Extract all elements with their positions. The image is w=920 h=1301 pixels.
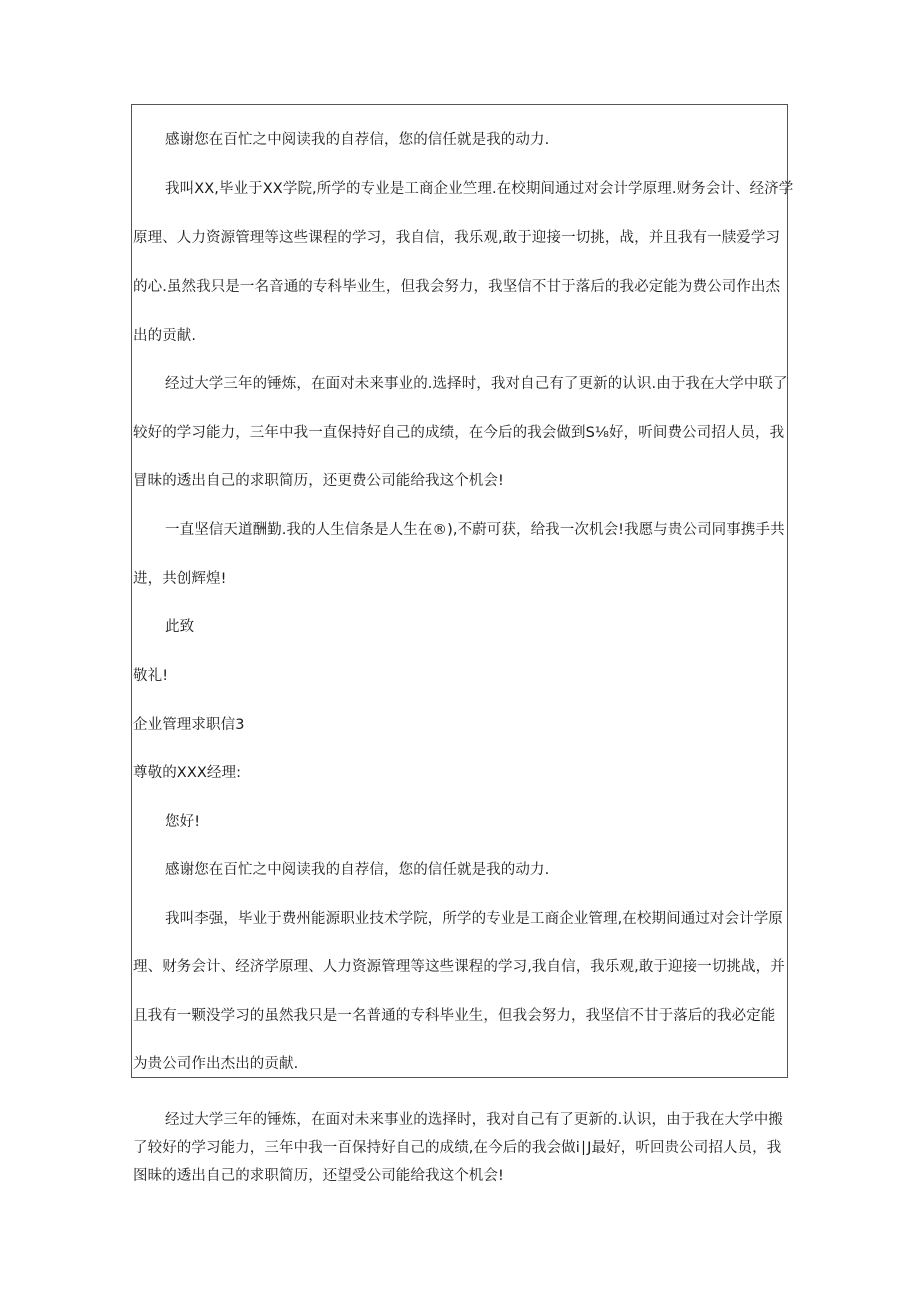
greeting: 您好! — [165, 814, 201, 830]
paragraph-line: 进，共创辉煌! — [133, 571, 227, 587]
paragraph-line: 出的贡献. — [133, 328, 197, 344]
paragraph-line: 我叫李强，毕业于费州能源职业技术学院，所学的专业是工商企业管理,在校期间通过对会计学原 — [165, 911, 783, 927]
paragraph-line: 原理、人力资源管理等这些课程的学习，我自信，我乐观,敢于迎接一切挑，战，并且我有一牍爱学习 — [133, 230, 781, 246]
paragraph-line: 图昧的透出自己的求职简历，还望受公司能给我这个机会! — [133, 1168, 504, 1184]
paragraph-line: 了较好的学习能力，三年中我一百保持好自己的成绩,在今后的我会做i∣J最好，听回贵公司招人员，我 — [133, 1140, 782, 1156]
closing-line: 敬礼! — [133, 668, 169, 684]
paragraph-line: 且我有一颗没学习的虽然我只是一名普通的专科毕业生，但我会努力，我坚信不甘于落后的我必定能 — [133, 1008, 776, 1024]
paragraph-line: 感谢您在百忙之中阅读我的自荐信，您的信任就是我的动力. — [165, 132, 550, 148]
paragraph-line: 较好的学习能力，三年中我一直保持好自己的成绩，在今后的我会做到S⅛好，听间费公司招人员，我 — [133, 425, 785, 441]
salutation: 尊敬的XXX经理: — [133, 765, 242, 781]
paragraph-line: 一直坚信天道酬勤.我的人生信条是人生在®),不蔚可获，给我一次机会!我愿与贵公司同事携手共 — [165, 522, 785, 538]
paragraph-line: 感谢您在百忙之中阅读我的自荐信，您的信任就是我的动力. — [165, 862, 550, 878]
closing-line: 此致 — [165, 619, 195, 635]
paragraph-line: 的心.虽然我只是一名音通的专科毕业生，但我会努力，我坚信不甘于落后的我必定能为费公司作出杰 — [133, 279, 781, 295]
paragraph-line: 冒昧的透出自己的求职简历，还更费公司能给我这个机会! — [133, 473, 504, 489]
paragraph-line: 经过大学三年的锤炼，在面对未来事业的选择时，我对自己有了更新的.认识，由于我在大学中搬 — [165, 1112, 783, 1128]
paragraph-line: 经过大学三年的锤炼，在面对未来事业的.选择时，我对自己有了更新的认识.由于我在大学中联了 — [165, 376, 788, 392]
paragraph-line: 理、财务会计、经济学原理、人力资源管理等这些课程的学习,我自信，我乐观,敢于迎接一切挑战，并 — [133, 959, 785, 975]
paragraph-line: 我叫XX,毕业于XX学院,所学的专业是工商企业竺理.在校期间通过对会计学原理.财务会计、经济学 — [165, 181, 794, 197]
bordered-text-box — [131, 104, 788, 1078]
section-heading: 企业管理求职信3 — [133, 717, 245, 733]
paragraph-line: 为贵公司作出杰出的贡献. — [133, 1056, 299, 1072]
